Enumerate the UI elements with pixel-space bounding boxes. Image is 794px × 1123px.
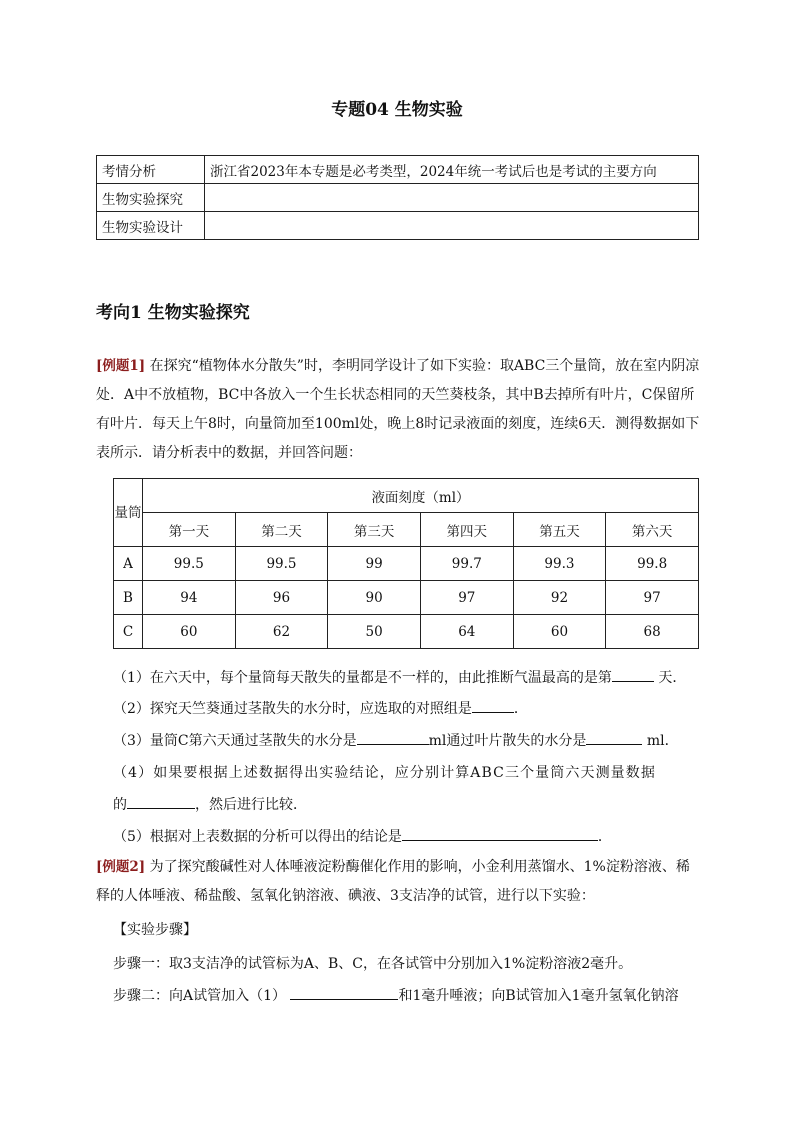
- answer-blank[interactable]: [586, 730, 642, 745]
- table-cell: 99.5: [235, 547, 328, 581]
- day-header: 第三天: [328, 513, 421, 547]
- day-header: 第四天: [420, 513, 513, 547]
- row-label: C: [114, 615, 143, 649]
- answer-blank[interactable]: [290, 985, 398, 1000]
- step-2: [113, 985, 679, 1005]
- table-cell: 92: [513, 581, 606, 615]
- table-row: [114, 581, 699, 615]
- overview-key: 考情分析: [97, 156, 205, 184]
- table-row: [97, 156, 699, 184]
- step-text: 步骤二：向A试管加入（1）: [113, 988, 287, 1004]
- table-cell: 99.5: [143, 547, 236, 581]
- data-table: [113, 478, 699, 649]
- table-cell: 62: [235, 615, 328, 649]
- table-cell: 90: [328, 581, 421, 615]
- table-cell: 60: [143, 615, 236, 649]
- steps-heading: 【实验步骤】: [113, 922, 197, 938]
- question-text: （3）量筒C第六天通过茎散失的水分是: [113, 733, 357, 749]
- question-4: [113, 762, 656, 782]
- question-3: [113, 730, 679, 750]
- answer-blank[interactable]: [127, 794, 195, 809]
- answer-blank[interactable]: [472, 698, 514, 713]
- question-text: （1）在六天中，每个量筒每天散失的量都是不一样的，由此推断气温最高的是第: [113, 670, 612, 686]
- example1-tag: [例题1]: [96, 358, 146, 374]
- table-cell: 60: [513, 615, 606, 649]
- overview-value: [205, 212, 699, 240]
- answer-blank[interactable]: [612, 667, 654, 682]
- example1-paragraph: [96, 352, 700, 468]
- question-text: 的: [113, 797, 127, 813]
- overview-table: [96, 155, 699, 240]
- example1-intro: 在探究“植物体水分散失”时，李明同学设计了如下实验：取ABC三个量筒，放在室内阴凉处．A中不放植物，BC中各放入一个生长状态相同的天竺葵枝条，其中B去掉所有叶片，C保留所有叶片．每天上午8时，向量筒加至100ml处，晚上8时记录液面的刻度，连续6天．测得数据如下表所示．请分析表中的数据，并回答问题：: [96, 358, 700, 461]
- question-text: 天．: [658, 670, 687, 686]
- corner-header: 量筒: [114, 479, 143, 547]
- table-cell: 50: [328, 615, 421, 649]
- table-cell: 99: [328, 547, 421, 581]
- table-cell: 94: [143, 581, 236, 615]
- table-row: [114, 513, 699, 547]
- question-text: （4）如果要根据上述数据得出实验结论，应分别计算ABC三个量筒六天测量数据: [113, 765, 656, 781]
- question-text: （2）探究天竺葵通过茎散失的水分时，应选取的对照组是: [113, 701, 472, 717]
- table-cell: 96: [235, 581, 328, 615]
- step-1: 步骤一：取3支洁净的试管标为A、B、C，在各试管中分别加入1%淀粉溶液2毫升。: [113, 956, 633, 972]
- overview-key: 生物实验探究: [97, 184, 205, 212]
- table-cell: 68: [606, 615, 699, 649]
- answer-blank[interactable]: [357, 730, 429, 745]
- table-cell: 99.3: [513, 547, 606, 581]
- overview-key: 生物实验设计: [97, 212, 205, 240]
- day-header: 第五天: [513, 513, 606, 547]
- question-5: [113, 826, 612, 846]
- page-title: 专题04 生物实验: [331, 100, 463, 120]
- overview-value: [205, 184, 699, 212]
- example2-tag: [例题2]: [96, 859, 146, 875]
- table-row: [114, 615, 699, 649]
- table-row: [114, 479, 699, 513]
- group-header: 液面刻度（ml）: [143, 479, 699, 513]
- question-text: ．: [513, 701, 528, 717]
- table-cell: 99.7: [420, 547, 513, 581]
- table-cell: 64: [420, 615, 513, 649]
- answer-blank[interactable]: [402, 826, 598, 841]
- day-header: 第六天: [606, 513, 699, 547]
- table-row: [97, 212, 699, 240]
- question-4-continued: [113, 794, 307, 814]
- overview-value: 浙江省2023年本专题是必考类型，2024年统一考试后也是考试的主要方向: [205, 156, 699, 184]
- day-header: 第一天: [143, 513, 236, 547]
- step-text: 和1毫升唾液；向B试管加入1毫升氢氧化钠溶: [398, 988, 679, 1004]
- table-row: [97, 184, 699, 212]
- table-cell: 99.8: [606, 547, 699, 581]
- question-text: ml通过叶片散失的水分是: [428, 733, 587, 749]
- row-label: B: [114, 581, 143, 615]
- example2-paragraph: [96, 853, 700, 911]
- table-cell: 97: [606, 581, 699, 615]
- table-cell: 97: [420, 581, 513, 615]
- example2-intro: 为了探究酸碱性对人体唾液淀粉酶催化作用的影响，小金利用蒸馏水、1%淀粉溶液、稀释的人体唾液、稀盐酸、氢氧化钠溶液、碘液、3支洁净的试管，进行以下实验：: [96, 859, 690, 904]
- question-text: ．: [597, 829, 612, 845]
- question-text: （5）根据对上表数据的分析可以得出的结论是: [113, 829, 402, 845]
- row-label: A: [114, 547, 143, 581]
- question-1: [113, 667, 686, 687]
- question-text: ，然后进行比较．: [195, 797, 307, 813]
- day-header: 第二天: [235, 513, 328, 547]
- question-text: ml．: [646, 733, 679, 749]
- table-row: [114, 547, 699, 581]
- question-2: [113, 698, 528, 718]
- section-heading: 考向1 生物实验探究: [96, 303, 250, 323]
